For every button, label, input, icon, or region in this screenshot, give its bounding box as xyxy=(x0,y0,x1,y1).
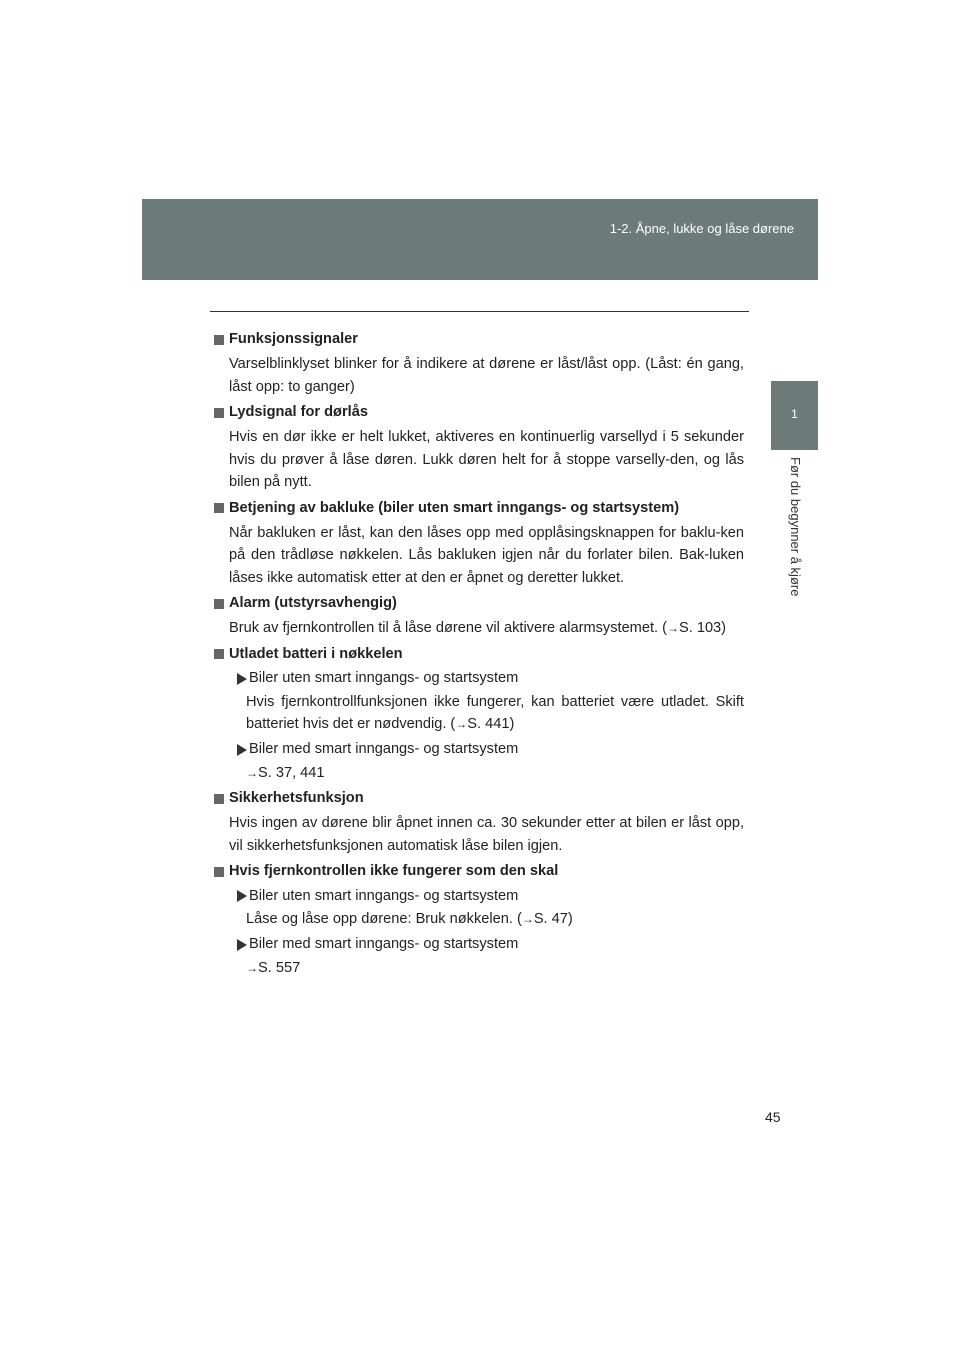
page-reference[interactable]: S. 557 xyxy=(258,959,301,976)
section-heading xyxy=(214,497,744,520)
section-text: Når bakluken er låst, kan den låses opp med opplåsingsknappen for baklu-ken på den trådløse nøkkelen. Lås bakluken igjen når du forlater bilen. Bak-luken låses ikke automatisk etter at den er åpnet og deretter lukket. xyxy=(229,524,744,586)
section-text: Hvis ingen av dørene blir åpnet innen ca. 30 sekunder etter at bilen er låst opp, vil sikkerhetsfunksjonen automatisk låse bilen igjen. xyxy=(229,815,744,854)
chapter-number: 1 xyxy=(791,407,798,421)
section-heading xyxy=(214,787,744,810)
arrow-right-icon: → xyxy=(455,717,468,731)
section-text: Bruk av fjernkontrollen til å låse dørene vil aktivere alarmsystemet. (→S. 103) xyxy=(229,620,727,636)
section-heading xyxy=(214,860,744,883)
square-bullet-icon xyxy=(214,599,224,609)
section-text: Hvis en dør ikke er helt lukket, aktiveres en kontinuerlig varsellyd i 5 sekunder hvis du prøver å låse døren. Lukk døren helt for å stoppe varselly-den, og lås bilen på nytt. xyxy=(229,429,744,490)
square-bullet-icon xyxy=(214,503,224,513)
page-reference[interactable]: S. 103) xyxy=(678,620,727,636)
section-text: Varselblinklyset blinker for å indikere at dørene er låst/låst opp. (Låst: én gang, låst opp: to ganger) xyxy=(229,356,744,395)
section-heading xyxy=(214,592,744,615)
arrow-right-icon: → xyxy=(666,621,679,635)
triangle-bullet-icon xyxy=(237,673,247,685)
section-title: Sikkerhetsfunksjon xyxy=(229,790,364,807)
square-bullet-icon xyxy=(214,794,224,804)
sub-item: Biler med smart inngangs- og startsystem xyxy=(237,933,744,957)
section-heading xyxy=(214,401,744,424)
page-reference[interactable]: S. 47) xyxy=(533,911,573,927)
square-bullet-icon xyxy=(214,408,224,418)
chapter-side-label-text: Før du begynner å kjøre xyxy=(788,457,803,597)
triangle-bullet-icon xyxy=(237,744,247,756)
triangle-bullet-icon xyxy=(237,890,247,902)
section-title: Utladet batteri i nøkkelen xyxy=(229,645,403,662)
section-title: Lydsignal for dørlås xyxy=(229,404,368,421)
page-reference[interactable]: S. 441) xyxy=(467,716,515,732)
chapter-side-label xyxy=(786,457,806,617)
section-title: Alarm (utstyrsavhengig) xyxy=(229,595,397,612)
sub-item-text: Låse og låse opp dørene: Bruk nøkkelen. (→S. 47) xyxy=(246,911,573,927)
section-heading xyxy=(214,328,744,351)
header-rule xyxy=(210,311,749,312)
chapter-side-tab xyxy=(771,381,818,450)
sub-item-text: Hvis fjernkontrollfunksjonen ikke fungerer, kan batteriet være utladet. Skift batteriet hvis det er nødvendig. (→S. 441) xyxy=(246,693,744,732)
sub-item: Biler med smart inngangs- og startsystem xyxy=(237,738,744,762)
section-title: Betjening av bakluke (biler uten smart inngangs- og startsystem) xyxy=(229,499,680,516)
arrow-right-icon: → xyxy=(246,765,258,780)
sub-item: Biler uten smart inngangs- og startsystem xyxy=(237,667,744,691)
square-bullet-icon xyxy=(214,867,224,877)
sub-item-text xyxy=(246,957,744,980)
section-title: Funksjonssignaler xyxy=(229,331,358,348)
sub-item-text xyxy=(246,762,744,785)
page-content xyxy=(214,325,744,981)
square-bullet-icon xyxy=(214,649,224,659)
triangle-bullet-icon xyxy=(237,939,247,951)
arrow-right-icon: → xyxy=(246,960,258,975)
chapter-header-bar xyxy=(142,199,818,280)
chapter-title: 1-2. Åpne, lukke og låse dørene xyxy=(609,221,794,236)
section-title: Hvis fjernkontrollen ikke fungerer som den skal xyxy=(229,863,559,880)
arrow-right-icon: → xyxy=(521,912,534,926)
page-reference[interactable]: S. 37, 441 xyxy=(258,764,325,781)
square-bullet-icon xyxy=(214,335,224,345)
page-number: 45 xyxy=(765,1109,781,1125)
sub-item: Biler uten smart inngangs- og startsystem xyxy=(237,884,744,908)
section-heading xyxy=(214,643,744,666)
